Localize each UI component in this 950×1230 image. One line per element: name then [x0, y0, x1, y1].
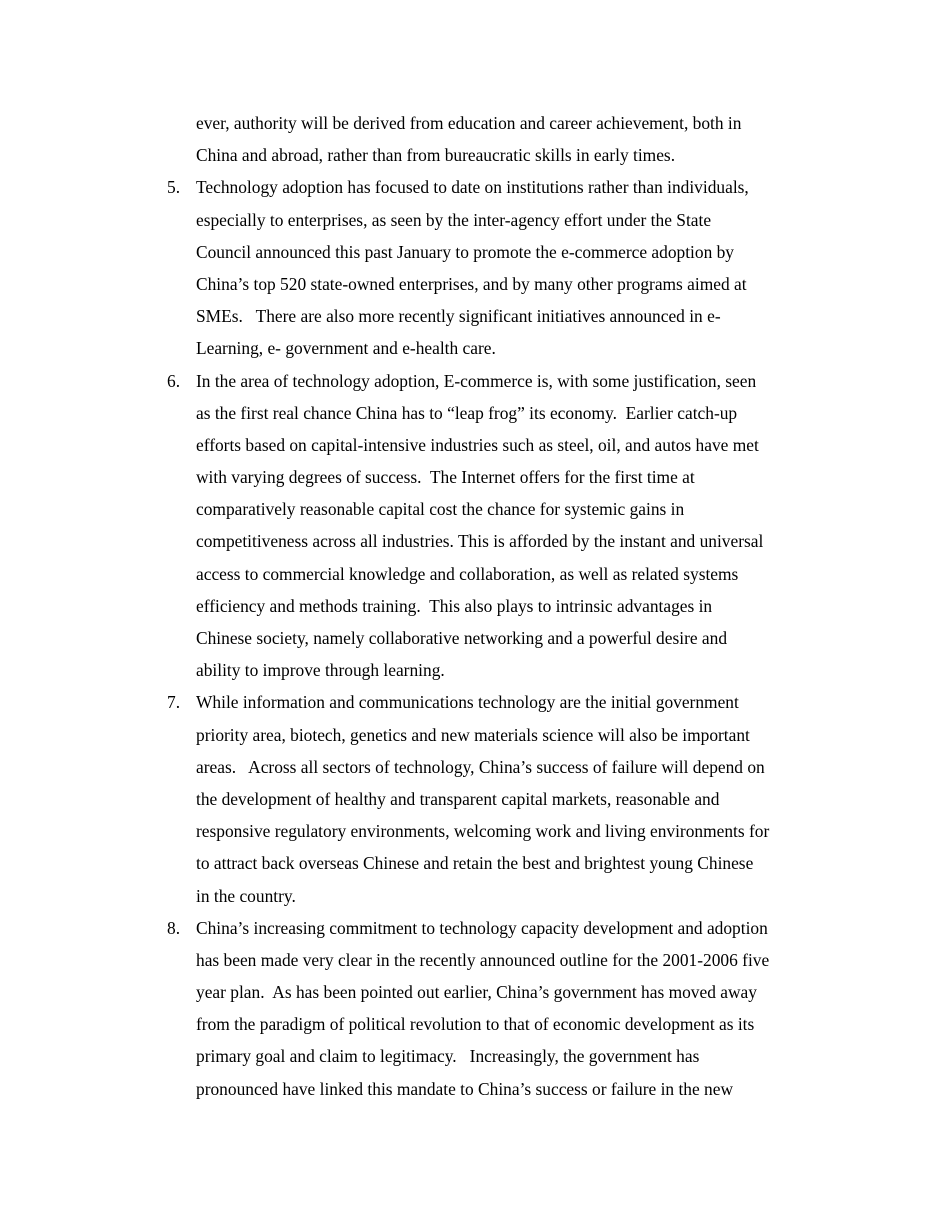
text-line: efforts based on capital-intensive industries such as steel, oil, and autos have met — [196, 434, 759, 455]
text-line: pronounced have linked this mandate to China’s success or failure in the new — [196, 1078, 734, 1099]
text-line: While information and communications technology are the initial government — [196, 692, 739, 713]
text-line: competitiveness across all industries. This is afforded by the instant and universal — [196, 531, 764, 552]
text-line: with varying degrees of success. The Internet offers for the first time at — [196, 467, 695, 488]
list-item-number: 7. — [167, 692, 181, 713]
text-line: Learning, e- government and e-health care. — [196, 338, 496, 359]
text-line: In the area of technology adoption, E-commerce is, with some justification, seen — [196, 370, 757, 391]
text-line: access to commercial knowledge and collaboration, as well as related systems — [196, 563, 739, 584]
text-line: Council announced this past January to promote the e-commerce adoption by — [196, 241, 734, 262]
continuation-paragraph — [196, 107, 812, 171]
list-item-7 — [167, 686, 812, 911]
list-item-5 — [167, 171, 812, 364]
text-line: China’s increasing commitment to technology capacity development and adoption — [196, 917, 768, 938]
text-line: responsive regulatory environments, welcoming work and living environments for — [196, 821, 770, 842]
list-item-number: 8. — [167, 917, 181, 938]
text-line: ability to improve through learning. — [196, 660, 445, 681]
text-line: ever, authority will be derived from education and career achievement, both in — [196, 113, 742, 133]
text-line: SMEs. There are also more recently significant initiatives announced in e- — [196, 306, 721, 327]
text-line: especially to enterprises, as seen by the inter-agency effort under the State — [196, 209, 712, 230]
text-line: has been made very clear in the recently announced outline for the 2001-2006 five — [196, 949, 770, 970]
text-line: from the paradigm of political revolution to that of economic development as its — [196, 1014, 755, 1035]
text-line: efficiency and methods training. This also plays to intrinsic advantages in — [196, 595, 713, 616]
document-body — [167, 107, 812, 1105]
text-line: primary goal and claim to legitimacy. Increasingly, the government has — [196, 1046, 700, 1067]
text-line: priority area, biotech, genetics and new materials science will also be important — [196, 724, 750, 745]
text-line: in the country. — [196, 885, 296, 906]
text-line: areas. Across all sectors of technology, China’s success of failure will depend on — [196, 756, 765, 777]
text-line: Chinese society, namely collaborative networking and a powerful desire and — [196, 628, 728, 648]
text-line: year plan. As has been pointed out earlier, China’s government has moved away — [196, 982, 757, 1003]
text-line: to attract back overseas Chinese and retain the best and brightest young Chinese — [196, 853, 754, 874]
text-line: China’s top 520 state-owned enterprises, and by many other programs aimed at — [196, 273, 747, 294]
text-line: Technology adoption has focused to date on institutions rather than individuals, — [196, 177, 749, 198]
list-item-number: 6. — [167, 370, 181, 391]
list-item-6 — [167, 365, 812, 687]
text-line: the development of healthy and transparent capital markets, reasonable and — [196, 788, 720, 809]
list-item-number: 5. — [167, 177, 181, 198]
list-item-8 — [167, 912, 812, 1105]
text-line: as the first real chance China has to “leap frog” its economy. Earlier catch-up — [196, 402, 738, 423]
text-line: comparatively reasonable capital cost the chance for systemic gains in — [196, 499, 685, 520]
text-line: China and abroad, rather than from bureaucratic skills in early times. — [196, 145, 676, 166]
